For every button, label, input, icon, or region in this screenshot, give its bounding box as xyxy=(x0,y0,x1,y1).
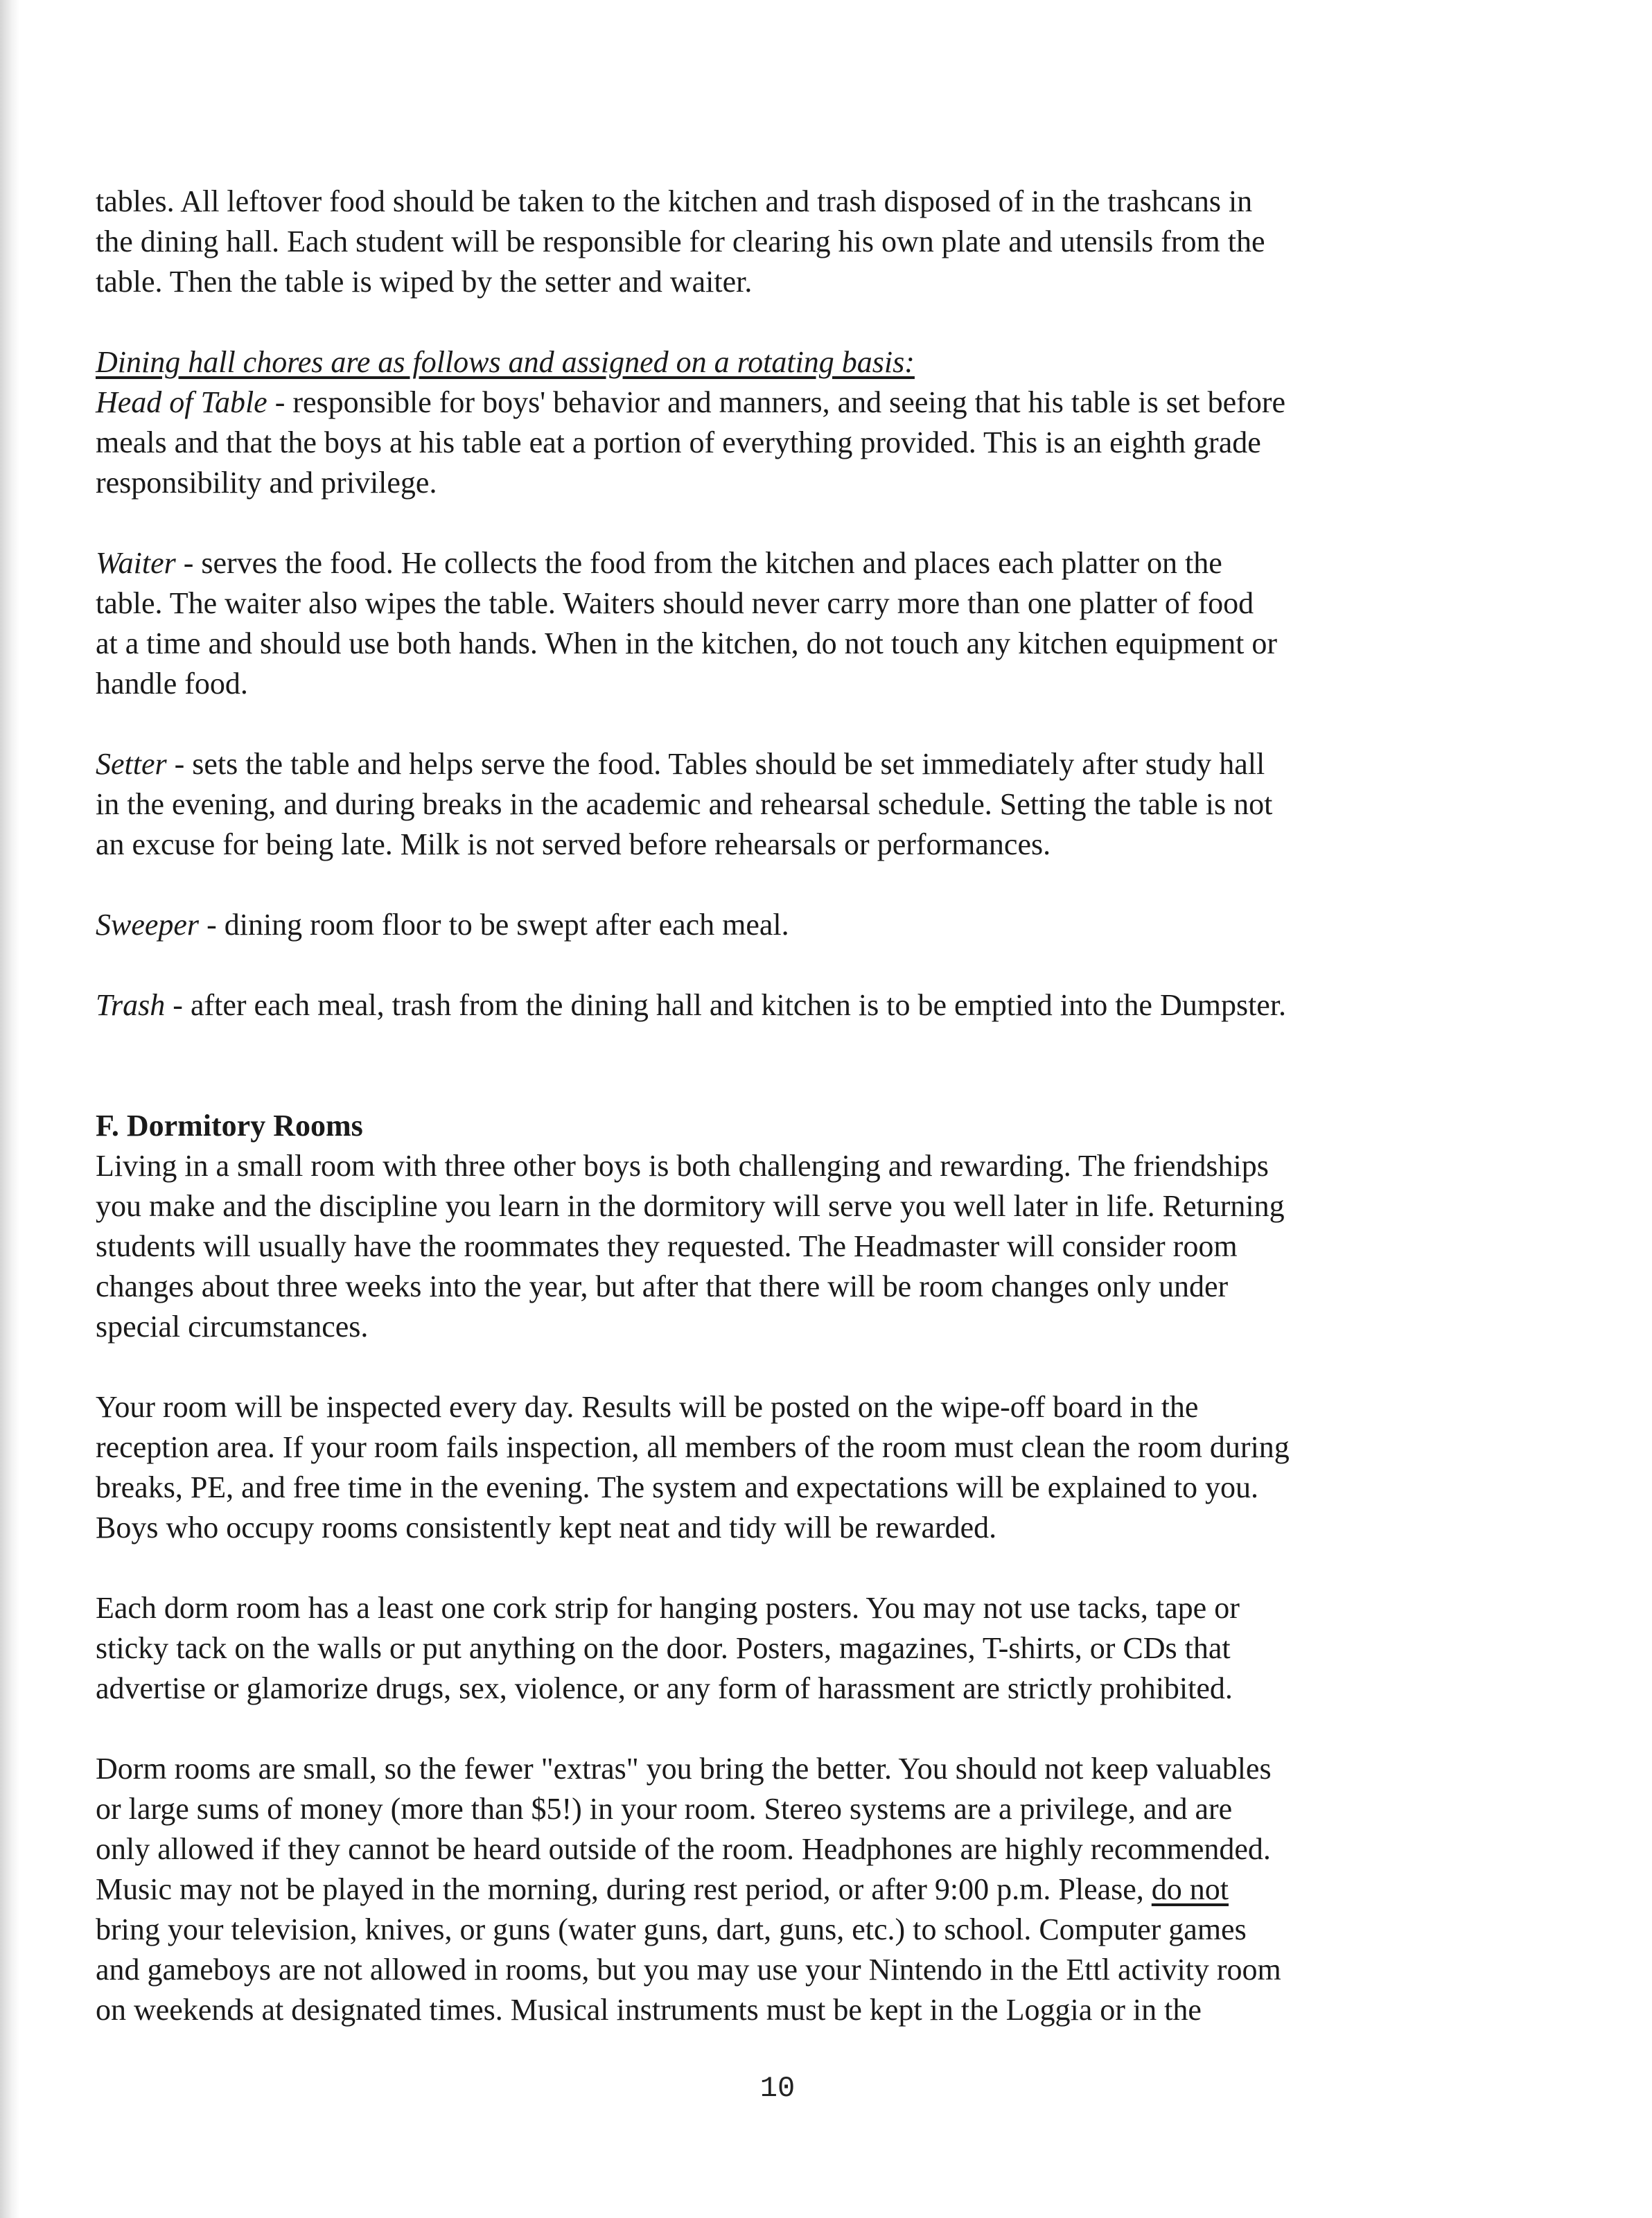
chore-line: table. The waiter also wipes the table. Waiters should never carry more than one platter of food xyxy=(96,586,1254,620)
chore-line: responsibility and privilege. xyxy=(96,466,437,500)
chore-head-of-table xyxy=(96,382,1482,503)
paragraph-line: on weekends at designated times. Musical instruments must be kept in the Loggia or in the xyxy=(96,1993,1202,2027)
chore-line: in the evening, and during breaks in the academic and rehearsal schedule. Setting the table is not xyxy=(96,787,1273,821)
paragraph-line: special circumstances. xyxy=(96,1310,369,1344)
paragraph-line xyxy=(96,1869,1482,1910)
chore-description: - after each meal, trash from the dining hall and kitchen is to be emptied into the Dumpster. xyxy=(165,988,1287,1022)
chore-trash xyxy=(96,985,1482,1026)
chore-description: - sets the table and helps serve the food. Tables should be set immediately after study hall xyxy=(166,747,1265,781)
paragraph-line: bring your television, knives, or guns (water guns, dart, guns, etc.) to school. Computer games xyxy=(96,1912,1247,1946)
chore-first-line xyxy=(96,905,1482,945)
scan-edge-shadow xyxy=(0,0,19,2218)
dormitory-paragraph xyxy=(96,1387,1482,1548)
paragraph-line: students will usually have the roommates they requested. The Headmaster will consider room xyxy=(96,1229,1238,1263)
paragraph-line: Living in a small room with three other boys is both challenging and rewarding. The friendships xyxy=(96,1149,1269,1183)
paragraph-line: and gameboys are not allowed in rooms, but you may use your Nintendo in the Ettl activity room xyxy=(96,1953,1281,1987)
paragraph-line: Each dorm room has a least one cork strip for hanging posters. You may not use tacks, tape or xyxy=(96,1591,1240,1625)
chores-heading: Dining hall chores are as follows and assigned on a rotating basis: xyxy=(96,345,915,379)
chore-description: - responsible for boys' behavior and manners, and seeing that his table is set before xyxy=(267,385,1286,419)
dormitory-paragraph xyxy=(96,1749,1482,2030)
chore-line: an excuse for being late. Milk is not served before rehearsals or performances. xyxy=(96,827,1051,861)
paragraph-line: Dorm rooms are small, so the fewer "extras" you bring the better. You should not keep valuables xyxy=(96,1752,1272,1786)
intro-line: tables. All leftover food should be taken to the kitchen and trash disposed of in the trashcans in xyxy=(96,184,1253,218)
paragraph-line: or large sums of money (more than $5!) in your room. Stereo systems are a privilege, and are xyxy=(96,1792,1233,1826)
dormitory-section xyxy=(96,1106,1482,2030)
chore-line: handle food. xyxy=(96,667,248,701)
chore-first-line xyxy=(96,382,1482,423)
chore-waiter xyxy=(96,543,1482,704)
dormitory-paragraph xyxy=(96,1588,1482,1709)
chore-description: - dining room floor to be swept after each meal. xyxy=(199,908,789,942)
paragraph-line: advertise or glamorize drugs, sex, violence, or any form of harassment are strictly prohibited. xyxy=(96,1671,1233,1705)
chore-line: meals and that the boys at his table eat a portion of everything provided. This is an eighth grade xyxy=(96,425,1261,459)
paragraph-line: breaks, PE, and free time in the evening. The system and expectations will be explained to you. xyxy=(96,1470,1259,1504)
chore-role-label: Head of Table xyxy=(96,385,267,419)
intro-paragraph xyxy=(96,182,1482,302)
chore-first-line xyxy=(96,985,1482,1026)
paragraph-line: sticky tack on the walls or put anything on the door. Posters, magazines, T-shirts, or CDs that xyxy=(96,1631,1231,1665)
paragraph-line: Boys who occupy rooms consistently kept neat and tidy will be rewarded. xyxy=(96,1511,997,1544)
chores-section xyxy=(96,342,1482,1026)
paragraph-line: only allowed if they cannot be heard outside of the room. Headphones are highly recommended. xyxy=(96,1832,1271,1866)
paragraph-line: you make and the discipline you learn in the dormitory will serve you well later in life. Returning xyxy=(96,1189,1285,1223)
chore-sweeper xyxy=(96,905,1482,945)
chore-description: - serves the food. He collects the food from the kitchen and places each platter on the xyxy=(175,546,1222,580)
paragraph-line: changes about three weeks into the year, but after that there will be room changes only under xyxy=(96,1269,1229,1303)
chore-setter xyxy=(96,744,1482,865)
chore-role-label: Sweeper xyxy=(96,908,200,942)
chore-role-label: Setter xyxy=(96,747,167,781)
intro-line: table. Then the table is wiped by the setter and waiter. xyxy=(96,265,753,299)
do-not-emphasis: do not xyxy=(1151,1872,1229,1906)
chore-first-line xyxy=(96,543,1482,583)
dormitory-paragraph xyxy=(96,1146,1482,1347)
document-page xyxy=(96,182,1482,2030)
page-number: 10 xyxy=(759,2072,796,2105)
chore-line: at a time and should use both hands. When in the kitchen, do not touch any kitchen equipment or xyxy=(96,626,1278,660)
chore-first-line xyxy=(96,744,1482,784)
intro-line: the dining hall. Each student will be responsible for clearing his own plate and utensils from the xyxy=(96,225,1265,258)
chore-role-label: Waiter xyxy=(96,546,176,580)
chore-role-label: Trash xyxy=(96,988,166,1022)
paragraph-line: Your room will be inspected every day. Results will be posted on the wipe-off board in the xyxy=(96,1390,1199,1424)
music-rule-text: Music may not be played in the morning, during rest period, or after 9:00 p.m. Please, xyxy=(96,1872,1152,1906)
section-title: F. Dormitory Rooms xyxy=(96,1109,363,1143)
paragraph-line: reception area. If your room fails inspection, all members of the room must clean the room during xyxy=(96,1430,1290,1464)
